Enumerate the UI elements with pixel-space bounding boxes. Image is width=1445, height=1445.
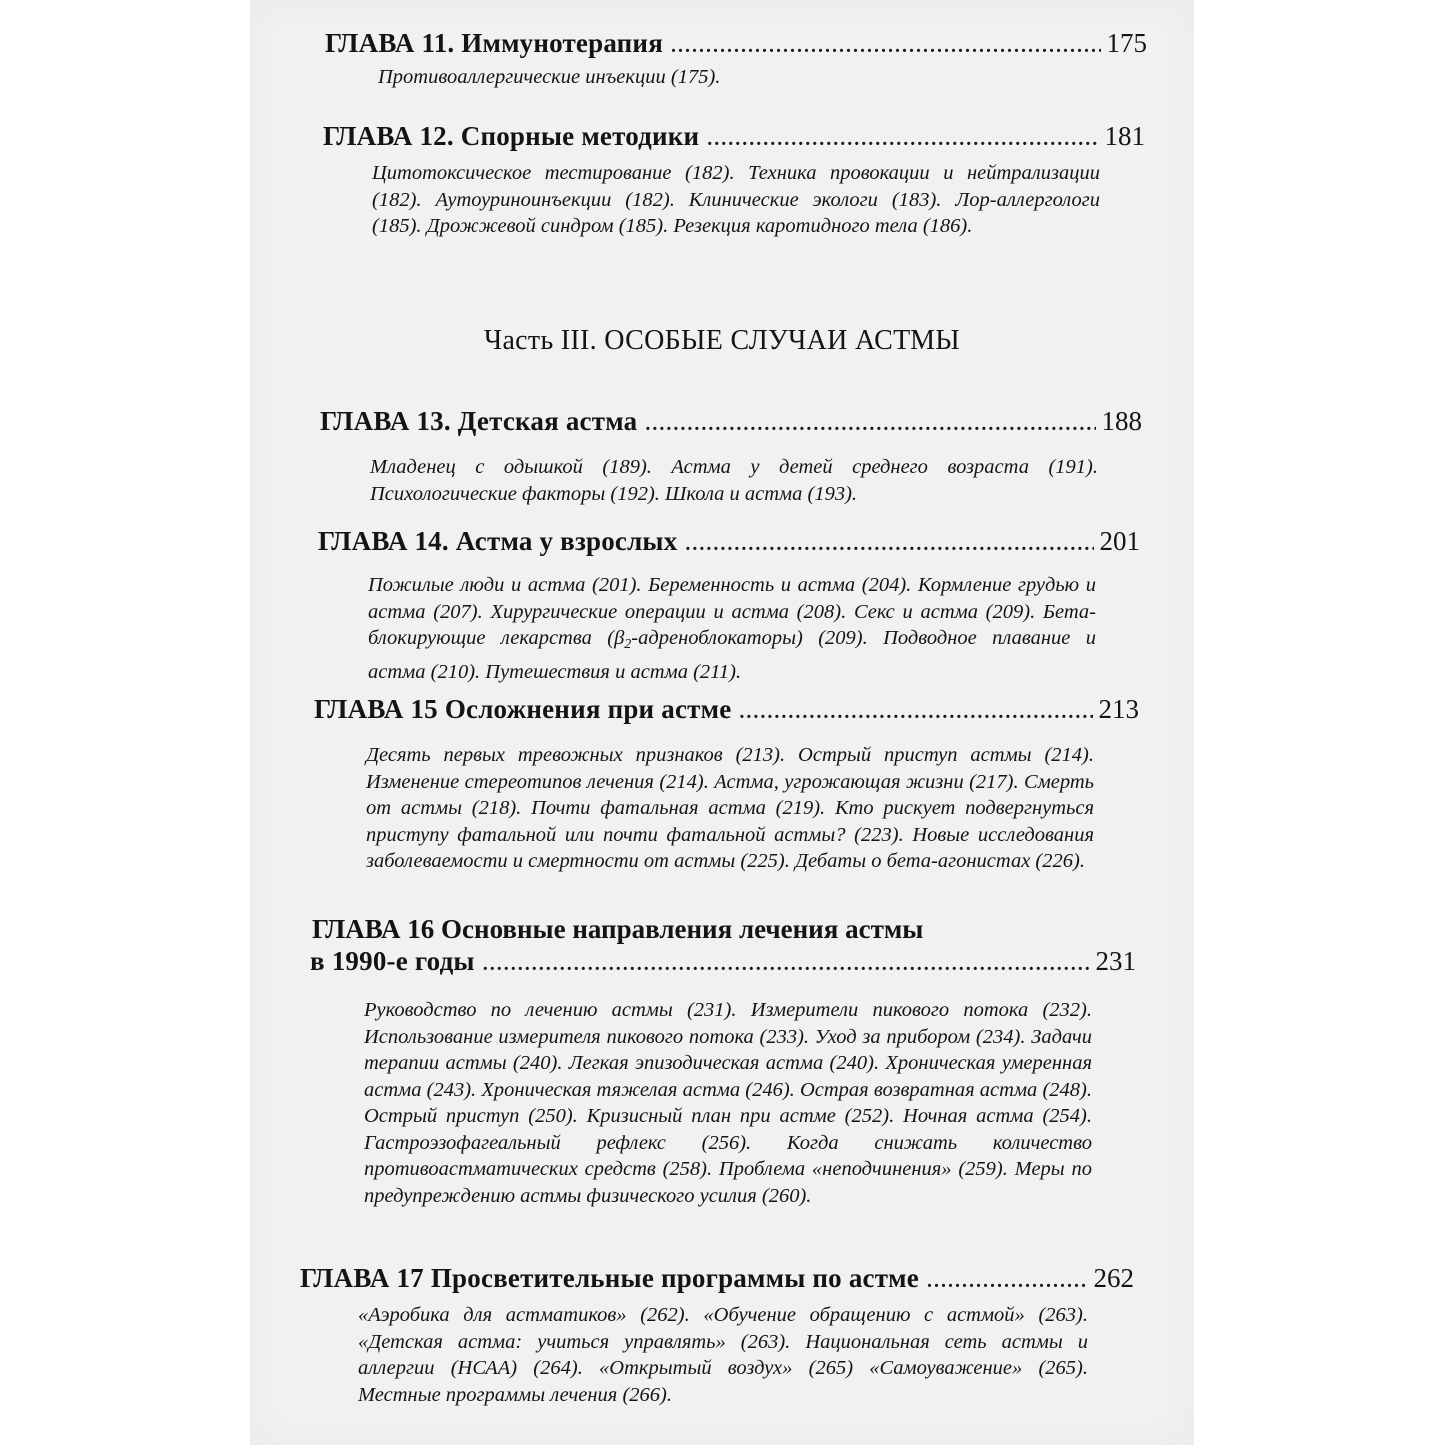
- chapter-15-description: Десять первых тревожных признаков (213). Острый приступ астмы (214). Изменение стереотипов лечения (214). Астма, угрожающая жизни (217). Смерть от астмы (218). Почти фатальная астма (219). Кто рискует подвергнуться приступу фатальной или почти фатальной астмы? (223). Новые исследования заболеваемости и смертности от астмы (225). Дебаты о бета-агонистах (226).: [366, 744, 1094, 872]
- chapter-12-description: Цитотоксическое тестирование (182). Техника провокации и нейтрализации (182). Аутоуриноинъекции (182). Клинические экологи (183). Лор-аллергологи (185). Дрожжевой синдром (185). Резекция каротидного тела (186).: [372, 162, 1100, 237]
- chapter-15-heading: [314, 694, 1139, 725]
- chapter-16-page: 231: [1095, 946, 1136, 976]
- chapter-11-description: Противоаллергические инъекции (175).: [378, 66, 721, 88]
- chapter-14-description: [368, 572, 1096, 685]
- chapter-14-description-part-b: -адреноблокаторы) (209). Подводное плавание и астма (210). Путешествия и астма (211).: [368, 627, 1096, 683]
- chapter-13-heading: [320, 406, 1142, 437]
- chapter-16-heading: [310, 946, 1136, 977]
- chapter-14-title: ГЛАВА 14. Астма у взрослых: [318, 526, 678, 556]
- chapter-15-title: ГЛАВА 15 Осложнения при астме: [314, 694, 732, 724]
- chapter-11-heading: [325, 28, 1147, 59]
- chapter-14-description-part-a: Пожилые люди и астма (201). Беременность и астма (204). Кормление грудью и астма (207). Хирургические операции и астма (208). Секс и астма (209). Бета-блокирующие лекарства (β: [368, 574, 1096, 649]
- chapter-12-title: ГЛАВА 12. Спорные методики: [323, 121, 700, 151]
- chapter-13-title: ГЛАВА 13. Детская астма: [320, 406, 638, 436]
- chapter-16-title-continued: в 1990-е годы: [310, 946, 475, 976]
- chapter-16-title: ГЛАВА 16 Основные направления лечения астмы: [312, 914, 924, 944]
- leader-dots: [739, 701, 1092, 724]
- part-title: Часть III. ОСОБЫЕ СЛУЧАИ АСТМЫ: [483, 325, 961, 356]
- chapter-17-page: 262: [1093, 1263, 1134, 1293]
- chapter-11-title: ГЛАВА 11. Иммунотерапия: [325, 28, 663, 58]
- chapter-14-page: 201: [1099, 526, 1140, 556]
- chapter-13-description: Младенец с одышкой (189). Астма у детей среднего возраста (191). Психологические факторы (192). Школа и астма (193).: [370, 456, 1098, 505]
- chapter-16-description: Руководство по лечению астмы (231). Измерители пикового потока (232). Использование измерителя пикового потока (233). Уход за прибором (234). Задачи терапии астмы (240). Легкая эпизодическая астма (240). Хроническая умеренная астма (243). Хроническая тяжелая астма (246). Острая возвратная астма (248). Острый приступ (250). Кризисный план при астме (252). Ночная астма (254). Гастроэзофагеальный рефлекс (256). Когда снижать количество противоастматических средств (258). Проблема «неподчинения» (259). Меры по предупреждению астмы физического усилия (260).: [364, 999, 1092, 1207]
- chapter-12-heading: [323, 121, 1145, 152]
- leader-dots: [707, 128, 1098, 151]
- chapter-15-page: 213: [1098, 694, 1139, 724]
- chapter-13-page: 188: [1101, 406, 1142, 436]
- chapter-11-page: 175: [1106, 28, 1147, 58]
- chapter-14-heading: [318, 526, 1140, 557]
- chapter-17-heading: [300, 1263, 1134, 1294]
- leader-dots: [671, 35, 1101, 58]
- leader-dots: [927, 1270, 1088, 1293]
- leader-dots: [685, 533, 1093, 556]
- chapter-12-page: 181: [1104, 121, 1145, 151]
- book-page: [250, 0, 1194, 1445]
- leader-dots: [645, 413, 1095, 436]
- chapter-17-title: ГЛАВА 17 Просветительные программы по астме: [300, 1263, 919, 1293]
- leader-dots: [483, 953, 1090, 976]
- chapter-14-description-subscript: 2: [624, 637, 632, 652]
- chapter-17-description: «Аэробика для астматиков» (262). «Обучение обращению с астмой» (263). «Детская астма: учиться управлять» (263). Национальная сеть астмы и аллергии (НСАА) (264). «Открытый воздух» (265) «Самоуважение» (265). Местные программы лечения (266).: [358, 1304, 1088, 1406]
